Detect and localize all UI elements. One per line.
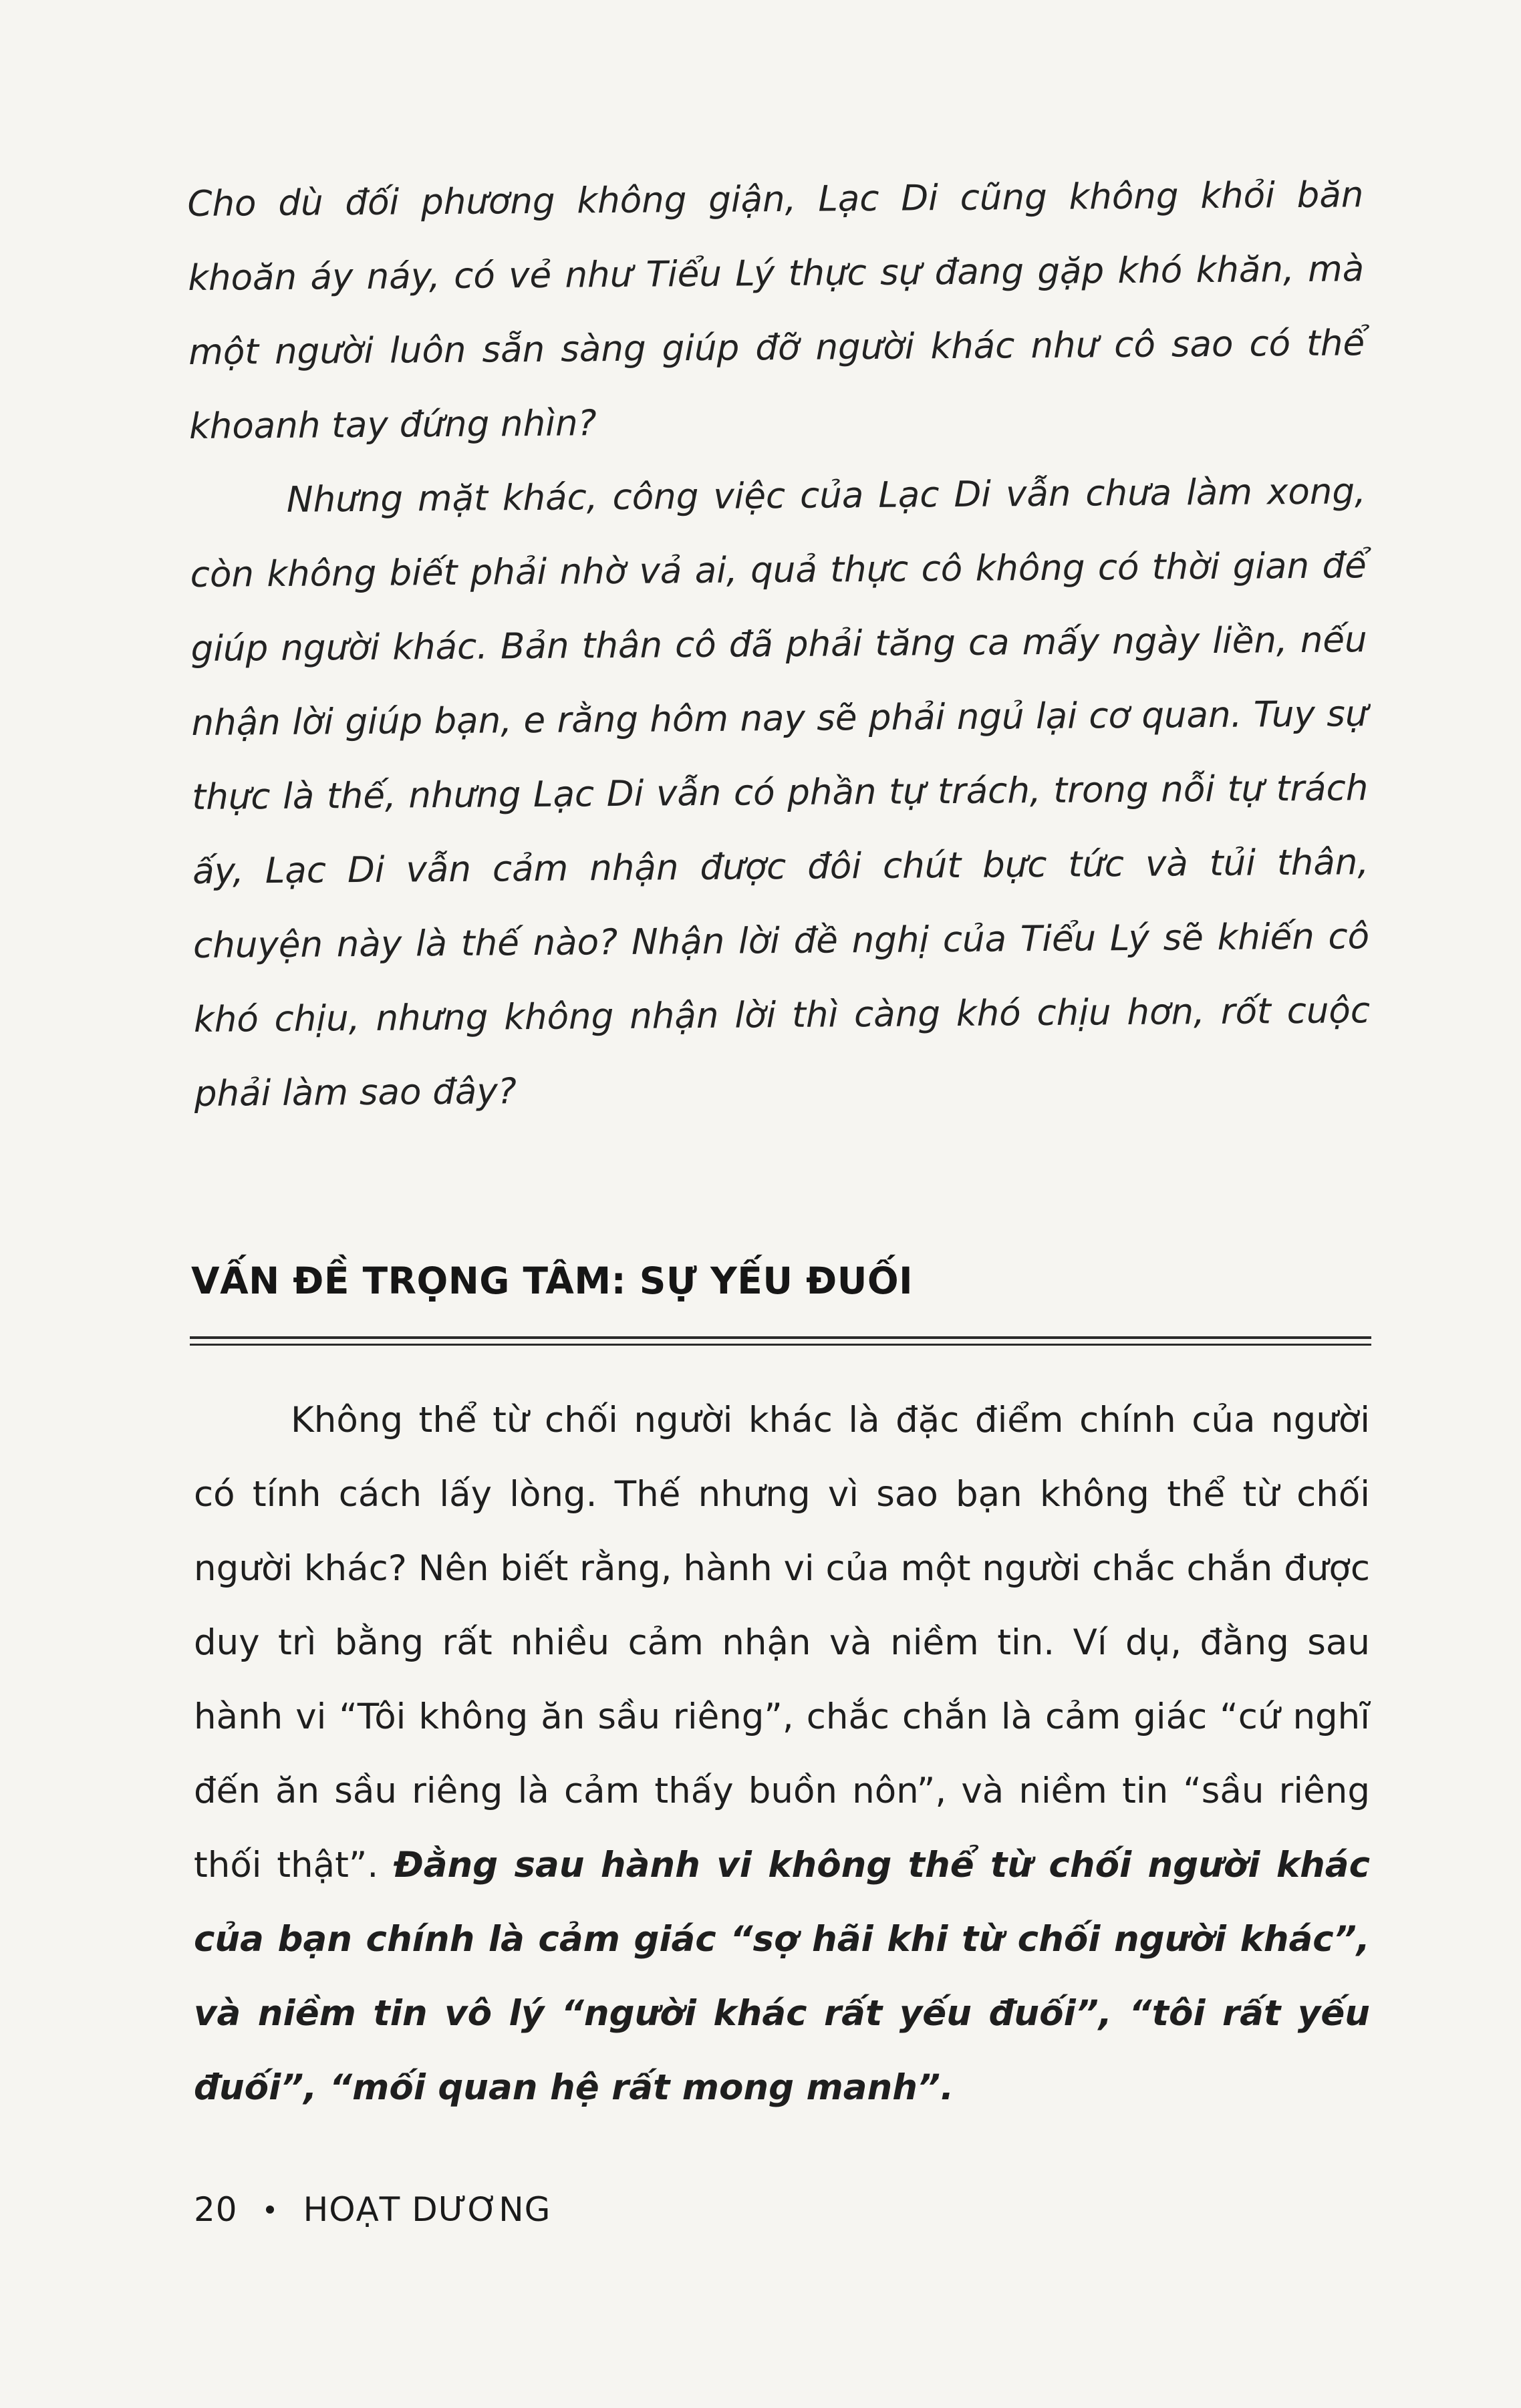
body-text xyxy=(194,1383,1370,2125)
rule-line-bottom xyxy=(190,1344,1371,1346)
page-footer xyxy=(194,2190,551,2229)
italic-paragraph-2: Nhưng mặt khác, công việc của Lạc Di vẫn chưa làm xong, còn không biết phải nhờ vả ai, quả thực cô không có thời gian để giúp người khác. Bản thân cô đã phải tăng ca mấy ngày liền, nếu nhận lời giúp bạn, e rằng hôm nay sẽ phải ngủ lại cơ quan. Tuy sự thực là thế, nhưng Lạc Di vẫn có phần tự trách, trong nỗi tự trách ấy, Lạc Di vẫn cảm nhận được đôi chút bực tức và tủi thân, chuyện này là thế nào? Nhận lời đề nghị của Tiểu Lý sẽ khiến cô khó chịu, nhưng không nhận lời thì càng khó chịu hơn, rốt cuộc phải làm sao đây? xyxy=(190,471,1371,1114)
body-paragraph xyxy=(194,1383,1370,2125)
heading-double-rule xyxy=(190,1336,1371,1348)
rule-line-top xyxy=(190,1336,1371,1339)
body-text-emphasis: Đằng sau hành vi không thể từ chối người khác của bạn chính là cảm giác “sợ hãi khi từ chối người khác”, và niềm tin vô lý “người khác rất yếu đuối”, “tôi rất yếu đuối”, “mối quan hệ rất mong manh”. xyxy=(194,1845,1370,2108)
section-heading: VẤN ĐỀ TRỌNG TÂM: SỰ YẾU ĐUỐI xyxy=(191,1259,914,1302)
bullet-separator-icon xyxy=(266,2206,274,2214)
italic-paragraph-1: Cho dù đối phương không giận, Lạc Di cũng không khỏi băn khoăn áy náy, có vẻ như Tiểu Lý thực sự đang gặp khó khăn, mà một người luôn sẵn sàng giúp đỡ người khác như cô sao có thể khoanh tay đứng nhìn? xyxy=(187,174,1365,447)
author-name: HOẠT DƯƠNG xyxy=(303,2190,551,2229)
italic-narrative xyxy=(187,158,1371,1131)
body-text-normal: Không thể từ chối người khác là đặc điểm chính của người có tính cách lấy lòng. Thế nhưng vì sao bạn không thể từ chối người khác? Nên biết rằng, hành vi của một người chắc chắn được duy trì bằng rất nhiều cảm nhận và niềm tin. Ví dụ, đằng sau hành vi “Tôi không ăn sầu riêng”, chắc chắn là cảm giác “cứ nghĩ đến ăn sầu riêng là cảm thấy buồn nôn”, và niềm tin “sầu riêng thối thật”. xyxy=(194,1400,1370,1886)
page-number: 20 xyxy=(194,2190,238,2229)
